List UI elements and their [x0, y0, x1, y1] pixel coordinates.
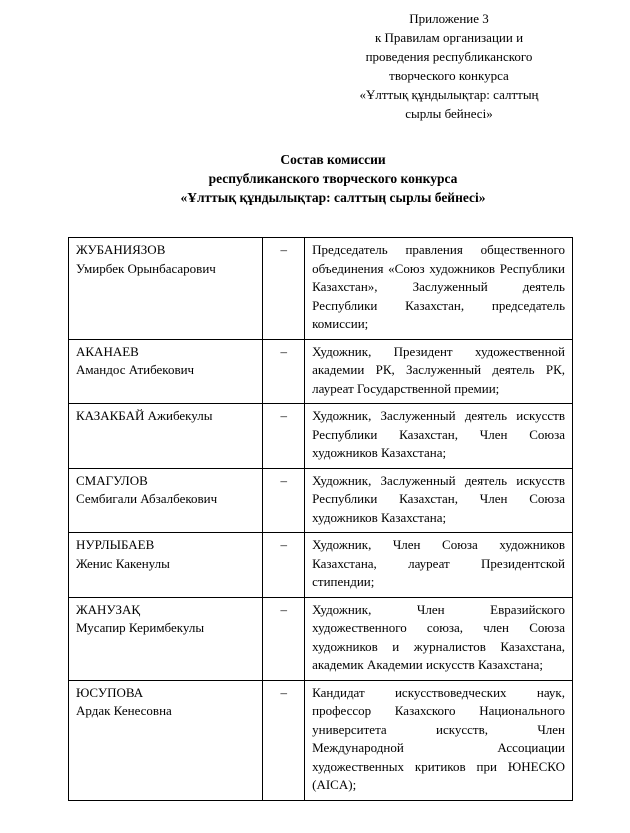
dash-mark: – — [280, 242, 287, 257]
dash-cell — [263, 533, 305, 598]
member-name-line: Сембигали Абзалбекович — [76, 491, 218, 506]
member-name-line: Мусапир Керимбекулы — [76, 620, 205, 635]
table-row — [69, 238, 573, 340]
document-title-line: республиканского творческого конкурса — [208, 171, 458, 186]
document-title-line: «Ұлттық құндылықтар: салттың сырлы бейнесі» — [180, 190, 486, 205]
table-row — [69, 597, 573, 680]
member-role-cell — [305, 597, 573, 680]
member-name-line: Женис Какенулы — [76, 555, 170, 571]
dash-mark: – — [280, 601, 287, 617]
dash-cell — [263, 680, 305, 800]
appendix-header-line: «Ұлттық құндылықтар: салттың — [359, 87, 539, 102]
member-name-line: НУРЛЫБАЕВ — [76, 537, 155, 552]
member-name-line: ЮСУПОВА — [76, 684, 144, 700]
table-row — [69, 404, 573, 469]
member-role: Художник, Заслуженный деятель искусств Республики Казахстан, Член Союза художников Казахстана; — [312, 408, 565, 460]
member-name-line: АКАНАЕВ — [76, 343, 139, 359]
member-role-cell — [305, 404, 573, 469]
member-role-cell — [305, 238, 573, 340]
member-name-line: Умирбек Орынбасарович — [76, 260, 216, 276]
member-name-cell — [69, 680, 263, 800]
dash-cell — [263, 597, 305, 680]
dash-cell — [263, 339, 305, 404]
member-name-cell — [69, 533, 263, 598]
appendix-header-line: творческого конкурса — [389, 68, 509, 83]
member-role: Художник, Член Евразийского художественного союза, член Союза художников и журналистов Казахстана, академик Академии искусств Казахстана; — [312, 601, 565, 672]
appendix-header-line: сырлы бейнесі» — [405, 106, 493, 121]
member-role: Кандидат искусствоведческих наук, профессор Казахского Национального университета искусств, Член Международной Ассоциации художественных критиков при ЮНЕСКО (AICA); — [312, 684, 565, 792]
dash-mark: – — [280, 472, 287, 488]
member-name-line: Ардак Кенесовна — [76, 703, 172, 718]
member-role: Художник, Президент художественной академии РК, Заслуженный деятель РК, лауреат Государственной премии; — [312, 343, 565, 396]
appendix-header — [324, 0, 574, 123]
member-role: Художник, Член Союза художников Казахстана, лауреат Президентской стипендии; — [312, 537, 565, 589]
member-role: Председатель правления общественного объединения «Союз художников Республики Казахстан», Заслуженный деятель Республики Казахстан, председатель комиссии; — [312, 242, 565, 331]
member-name-line: ЖУБАНИЯЗОВ — [76, 242, 166, 257]
member-role-cell — [305, 680, 573, 800]
member-role-cell — [305, 533, 573, 598]
member-role-cell — [305, 468, 573, 533]
table-row — [69, 468, 573, 533]
commission-table-body — [69, 238, 573, 801]
document-title — [36, 150, 630, 207]
dash-mark: – — [280, 684, 287, 700]
member-name-cell — [69, 238, 263, 340]
member-name-cell — [69, 468, 263, 533]
dash-cell — [263, 468, 305, 533]
member-name-line: ЖАНУЗАҚ — [76, 601, 141, 617]
commission-table — [68, 237, 573, 801]
dash-mark: – — [280, 408, 287, 423]
member-name-cell — [69, 339, 263, 404]
document-title-line: Состав комиссии — [280, 152, 386, 167]
dash-cell — [263, 404, 305, 469]
table-row — [69, 680, 573, 800]
appendix-header-line: Приложение 3 — [409, 11, 489, 26]
member-name-cell — [69, 597, 263, 680]
dash-mark: – — [280, 537, 287, 552]
member-role: Художник, Заслуженный деятель искусств Республики Казахстан, Член Союза художников Казахстана; — [312, 472, 565, 525]
member-role-cell — [305, 339, 573, 404]
dash-mark: – — [280, 343, 287, 359]
member-name-cell — [69, 404, 263, 469]
member-name-line: СМАГУЛОВ — [76, 472, 148, 488]
appendix-header-line: к Правилам организации и — [374, 30, 524, 45]
table-row — [69, 533, 573, 598]
table-row — [69, 339, 573, 404]
dash-cell — [263, 238, 305, 340]
member-name-line: Амандос Атибекович — [76, 362, 195, 377]
appendix-header-line: проведения республиканского — [365, 49, 533, 64]
member-name-line: КАЗАКБАЙ Ажибекулы — [76, 408, 213, 423]
